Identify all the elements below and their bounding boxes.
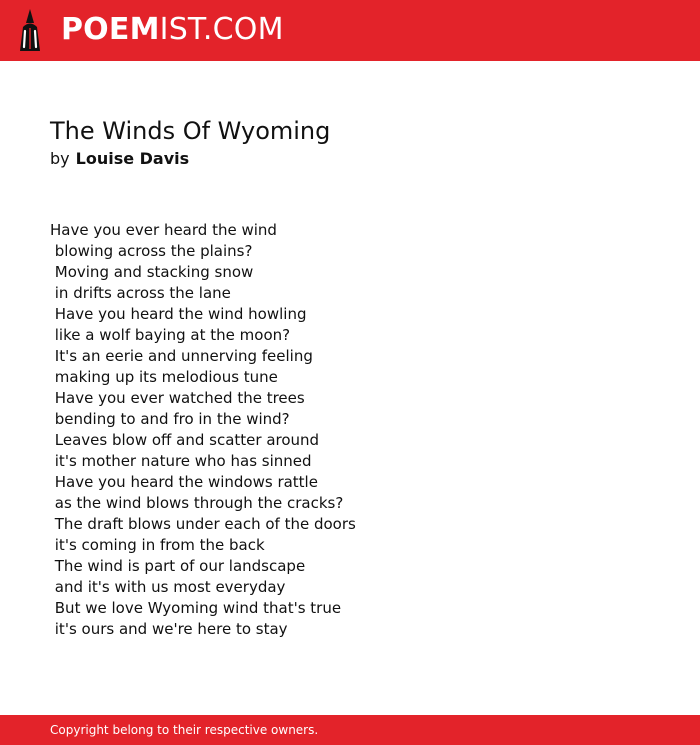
author-link[interactable]: Louise Davis (75, 149, 190, 168)
poem-line: it's ours and we're here to stay (50, 620, 288, 638)
poem-line: it's coming in from the back (50, 536, 265, 554)
poem-line: The wind is part of our landscape (50, 557, 306, 575)
poem-line: as the wind blows through the cracks? (50, 494, 344, 512)
poem-byline (50, 150, 670, 168)
poem-line: like a wolf baying at the moon? (50, 326, 291, 344)
poem-line: and it's with us most everyday (50, 578, 286, 596)
poem-title: The Winds Of Wyoming (50, 117, 331, 145)
by-label: by (50, 149, 70, 168)
poem-line: Have you ever heard the wind (50, 221, 277, 239)
site-logo-link[interactable] (18, 8, 284, 52)
poem-line: bending to and fro in the wind? (50, 410, 290, 428)
poem-line: Have you ever watched the trees (50, 389, 305, 407)
poem-line: The draft blows under each of the doors (50, 515, 356, 533)
poem-line: Leaves blow off and scatter around (50, 431, 320, 449)
brand-light-part: IST.COM (159, 12, 284, 47)
poem-line: It's an eerie and unnerving feeling (50, 347, 313, 365)
site-footer (0, 715, 700, 745)
poem-line: Moving and stacking snow (50, 263, 254, 281)
poem-line: Have you heard the wind howling (50, 305, 307, 323)
pen-nib-icon (18, 9, 42, 51)
poem-line: But we love Wyoming wind that's true (50, 599, 342, 617)
copyright-text: Copyright belong to their respective owners. (50, 723, 319, 737)
poem-content (50, 112, 670, 640)
site-header (0, 0, 700, 61)
poem-line: blowing across the plains? (50, 242, 253, 260)
site-brand (61, 8, 284, 52)
poem-line: making up its melodious tune (50, 368, 278, 386)
poem-line: it's mother nature who has sinned (50, 452, 312, 470)
brand-bold-part: POEM (61, 12, 160, 47)
poem-body (50, 220, 670, 640)
poem-line: in drifts across the lane (50, 284, 231, 302)
poem-line: Have you heard the windows rattle (50, 473, 318, 491)
